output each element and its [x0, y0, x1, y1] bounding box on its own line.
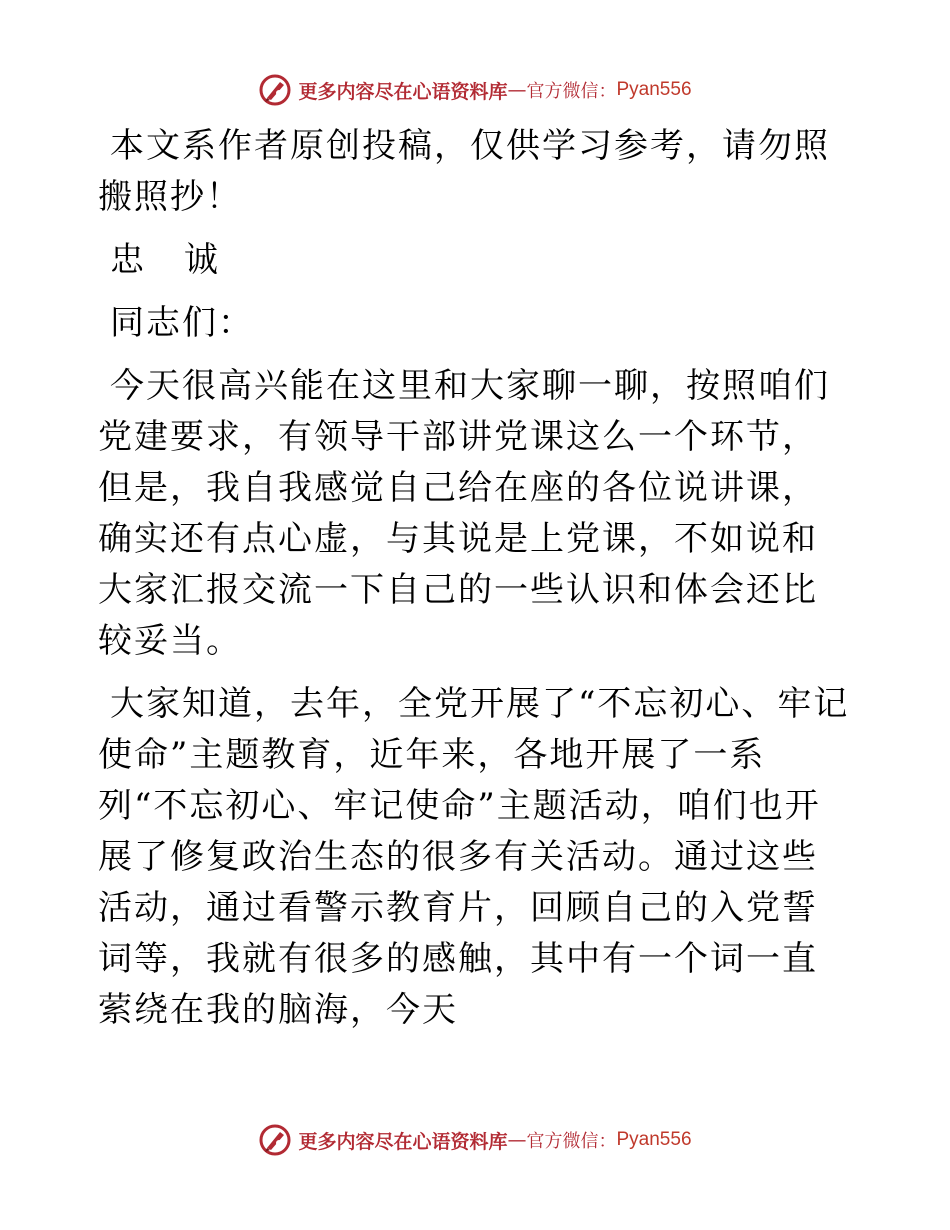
banner-title: 更多内容尽在心语资料库	[298, 1130, 508, 1153]
footer-banner	[0, 1120, 950, 1160]
pen-logo-icon	[258, 1123, 292, 1157]
header-banner	[0, 70, 950, 110]
salutation: 同志们：	[110, 303, 254, 343]
document-body	[98, 121, 850, 1036]
banner-title: 更多内容尽在心语资料库	[298, 80, 508, 103]
body-paragraph: 大家知道，去年，全党开展了“不忘初心、牢记使命”主题教育，近年来，各地开展了一系列“不忘初心、牢记使命”主题活动，咱们也开展了修复政治生态的很多有关活动。通过这些活动，通过看警示教育片，回顾自己的入党誓词等，我就有很多的感触，其中有一个词一直萦绕在我的脑海，今天	[98, 684, 850, 1030]
banner-wechat-label: 官方微信：	[526, 1131, 617, 1152]
disclaimer-paragraph: 本文系作者原创投稿，仅供学习参考，请勿照搬照抄！	[98, 126, 830, 217]
banner-separator: —	[507, 1129, 527, 1151]
banner-wechat-id: Pyan556	[616, 79, 692, 100]
banner-wechat-id: Pyan556	[616, 1129, 692, 1150]
banner-separator: —	[507, 79, 527, 101]
pen-logo-icon	[258, 73, 292, 107]
document-title: 忠 诚	[110, 240, 221, 280]
banner-wechat-label: 官方微信：	[526, 81, 617, 102]
body-paragraph: 今天很高兴能在这里和大家聊一聊，按照咱们党建要求，有领导干部讲党课这么一个环节，但是，我自我感觉自己给在座的各位说讲课，确实还有点心虚，与其说是上党课，不如说和大家汇报交流一下自己的一些认识和体会还比较妥当。	[98, 366, 830, 661]
